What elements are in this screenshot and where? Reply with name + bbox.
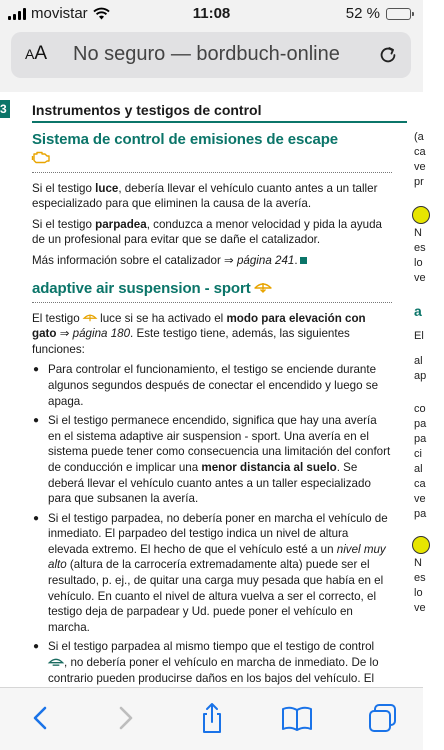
fragment: pr	[414, 176, 424, 188]
text-run: Si el testigo permanece encendido, significa que hay una avería en el sistema adaptive air suspension - sport. Una avería en el sistema puede tener como consecuencia una limitación del confort de conducción e implicar una	[48, 414, 391, 474]
tabs-icon[interactable]	[366, 702, 400, 734]
text-run: .	[294, 253, 298, 267]
section-title-emissions: Sistema de control de emisiones de escape	[32, 131, 339, 148]
chapter-rule	[32, 121, 407, 123]
carrier-name: movistar	[31, 5, 88, 22]
fragment: ve	[414, 272, 426, 284]
text-run: ⇒	[56, 327, 73, 341]
text-run: Si el testigo parpadea, no debería poner en marcha el vehículo de inmediato. El parpadeo del testigo indica un nivel de altura elevada extremo. El hecho de que el vehículo esté a un	[48, 511, 388, 556]
text-run: Más información sobre el catalizador ⇒	[32, 253, 237, 267]
text-bold: modo para elevación con gato	[32, 311, 366, 341]
fragment: lo	[414, 257, 423, 269]
forward-arrow-icon[interactable]	[108, 702, 142, 734]
reload-icon[interactable]	[377, 44, 399, 66]
fragment: (a	[414, 131, 424, 143]
note-marker-icon	[412, 206, 430, 224]
paragraph-intro-suspension	[32, 311, 392, 358]
text-size-button[interactable]	[25, 43, 47, 65]
list-item	[32, 413, 392, 507]
text-run: . Este testigo tiene, además, las siguientes funciones:	[32, 327, 350, 356]
status-right	[346, 5, 411, 22]
fragment: lo	[414, 587, 423, 599]
text-bold: parpadea	[95, 217, 147, 231]
text-italic: nivel muy alto	[48, 542, 386, 572]
main-column	[32, 130, 392, 737]
text-run: El testigo	[32, 311, 83, 325]
fragment: ca	[414, 146, 426, 158]
list-item	[32, 362, 392, 409]
text-run: (altura de la carrocería extremadamente alta) puede ser el resultado, p. ej., de quitar una carga muy pesada que había en el vehículo. En cuanto el nivel de altura vuelva a ser el correcto, el testigo deja de parpadear y Ud. puede poner el vehículo en marcha.	[48, 558, 384, 634]
fragment: co	[414, 403, 426, 415]
browser-toolbar	[0, 687, 423, 750]
browser-top-bar	[0, 0, 423, 92]
back-arrow-icon[interactable]	[24, 702, 58, 734]
note-marker-icon	[412, 536, 430, 554]
paragraph-catalizador	[32, 253, 392, 269]
fragment: ap	[414, 370, 427, 382]
section-divider	[32, 302, 392, 303]
paragraph-parpadea	[32, 217, 392, 248]
fragment: pa	[414, 418, 427, 430]
function-list	[32, 362, 392, 733]
fragment: pa	[414, 433, 427, 445]
text-bold: menor distancia al suelo	[201, 460, 337, 474]
text-run: Si el testigo parpadea al mismo tiempo que el testigo de control	[48, 640, 375, 654]
section-end-mark	[300, 257, 307, 264]
text-run: . Se deberá llevar el vehículo cuanto antes a un taller especializado para que subsanen la avería.	[48, 460, 371, 506]
url-bar[interactable]	[11, 32, 411, 78]
text-size-small-a: A	[25, 46, 35, 62]
list-item	[32, 511, 392, 636]
fragment: ci	[414, 448, 422, 460]
text-run: , no debería poner el vehículo en marcha de inmediato. De lo contrario pueden producirse daños en los bajos del vehículo. El	[48, 656, 379, 685]
text-bold: luce	[95, 181, 119, 195]
page-number-tab: 3	[0, 100, 10, 118]
share-icon[interactable]	[195, 702, 229, 734]
battery-percent: 52 %	[345, 5, 380, 22]
chapter-title: Instrumentos y testigos de control	[32, 102, 262, 118]
bookmarks-icon[interactable]	[280, 702, 314, 734]
fragment: N	[414, 557, 422, 569]
section-title-suspension: adaptive air suspension - sport	[32, 279, 251, 297]
section-title-row	[32, 279, 392, 298]
fragment: ca	[414, 478, 426, 490]
page-link[interactable]: página 241	[236, 253, 295, 267]
fragment: ve	[414, 161, 426, 173]
suspension-warning-icon	[254, 281, 272, 293]
engine-warning-icon	[32, 151, 50, 163]
battery-icon	[386, 8, 411, 20]
status-bar	[0, 0, 423, 28]
fragment: ve	[414, 602, 426, 614]
fragment: N	[414, 227, 422, 239]
section-divider	[32, 172, 392, 173]
text-size-large-a: A	[34, 43, 48, 64]
fragment: El	[414, 330, 424, 342]
fragment: al	[414, 355, 423, 367]
status-time: 11:08	[192, 5, 231, 22]
page-content	[0, 92, 427, 687]
fragment: ve	[414, 493, 426, 505]
suspension-warning-icon	[83, 313, 97, 322]
fragment: a	[414, 303, 422, 319]
fragment: es	[414, 572, 426, 584]
fragment: es	[414, 242, 426, 254]
text-run: Si el testigo	[32, 181, 96, 195]
text-run: luce si se ha activado el	[96, 311, 227, 325]
text-run: Para controlar el funcionamiento, el testigo se enciende durante algunos segundos después de conectar el encendido y luego se apaga.	[48, 363, 379, 408]
text-run: , debería llevar el vehículo cuanto antes a un taller especializado para que eliminen la causa de la avería.	[32, 181, 378, 211]
text-run: Si el testigo	[32, 217, 96, 231]
fragment: al	[414, 463, 423, 475]
suspension-low-icon	[48, 656, 64, 666]
right-column-fragments	[414, 130, 444, 730]
page-link[interactable]: página 180	[72, 327, 131, 341]
url-text[interactable]: No seguro — bordbuch-online	[73, 43, 340, 65]
text-run: , conduzca a menor velocidad y pida la ayuda de un profesional para evitar que se dañe el catalizador.	[32, 217, 382, 247]
fragment: pa	[414, 508, 427, 520]
paragraph-luce	[32, 181, 392, 212]
